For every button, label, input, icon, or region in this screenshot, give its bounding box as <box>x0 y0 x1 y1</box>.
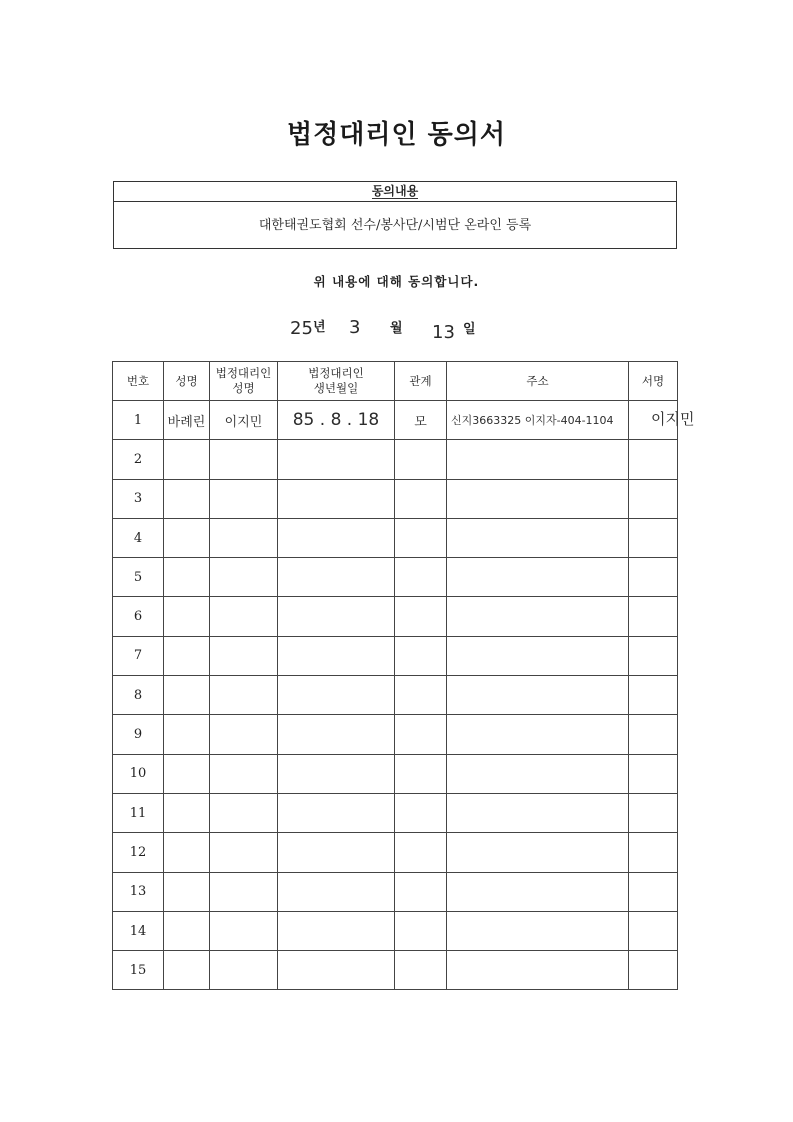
signature-cell[interactable] <box>629 479 678 518</box>
guardian-name-cell[interactable] <box>210 676 278 715</box>
guardian-birth-cell[interactable] <box>278 676 395 715</box>
address-cell[interactable] <box>447 636 629 675</box>
address-cell[interactable] <box>447 793 629 832</box>
signature-cell[interactable] <box>629 597 678 636</box>
table-row <box>113 636 678 675</box>
signature-cell[interactable] <box>629 636 678 675</box>
signature-cell[interactable] <box>629 911 678 950</box>
date-year[interactable]: 25 <box>290 318 313 339</box>
table-row <box>113 676 678 715</box>
table-row <box>113 715 678 754</box>
address-cell[interactable] <box>447 911 629 950</box>
relation-cell[interactable] <box>395 951 447 990</box>
table-row <box>113 440 678 479</box>
relation-cell[interactable] <box>395 636 447 675</box>
header-name: 성명 <box>164 362 210 401</box>
document-title: 법정대리인 동의서 <box>287 120 506 150</box>
name-cell[interactable] <box>164 558 210 597</box>
relation-cell[interactable] <box>395 479 447 518</box>
address-cell[interactable] <box>447 833 629 872</box>
name-cell[interactable] <box>164 636 210 675</box>
address-cell[interactable] <box>447 676 629 715</box>
guardian-birth-cell[interactable] <box>278 440 395 479</box>
signature-cell[interactable] <box>629 440 678 479</box>
name-cell[interactable] <box>164 793 210 832</box>
header-guardian-birth: 법정대리인 생년월일 <box>278 362 395 401</box>
consent-content: 대한태권도협회 선수/봉사단/시범단 온라인 등록 <box>258 218 532 233</box>
relation-cell[interactable]: 모 <box>395 401 447 440</box>
row-number: 15 <box>113 951 164 990</box>
address-cell[interactable] <box>447 872 629 911</box>
guardian-name-cell[interactable] <box>210 833 278 872</box>
row-number: 11 <box>113 793 164 832</box>
guardian-birth-cell[interactable] <box>278 479 395 518</box>
relation-cell[interactable] <box>395 676 447 715</box>
row-number: 13 <box>113 872 164 911</box>
date-month[interactable]: 3 <box>349 317 361 338</box>
guardian-name-cell[interactable] <box>210 754 278 793</box>
header-guardian-name: 법정대리인 성명 <box>210 362 278 401</box>
guardian-birth-cell[interactable] <box>278 911 395 950</box>
table-header-row <box>113 362 678 401</box>
row-number: 6 <box>113 597 164 636</box>
guardian-name-cell[interactable] <box>210 793 278 832</box>
relation-cell[interactable] <box>395 911 447 950</box>
guardian-birth-cell[interactable] <box>278 872 395 911</box>
row-number: 5 <box>113 558 164 597</box>
row-number: 10 <box>113 754 164 793</box>
relation-cell[interactable] <box>395 833 447 872</box>
guardian-name-cell[interactable] <box>210 518 278 557</box>
date-day[interactable]: 13 <box>432 322 455 343</box>
guardian-name-cell[interactable] <box>210 597 278 636</box>
guardian-name-cell[interactable] <box>210 636 278 675</box>
row-number: 1 <box>113 401 164 440</box>
relation-cell[interactable] <box>395 597 447 636</box>
signature-cell[interactable] <box>629 558 678 597</box>
row-number: 12 <box>113 833 164 872</box>
name-cell[interactable] <box>164 951 210 990</box>
name-cell[interactable] <box>164 676 210 715</box>
table-row <box>113 793 678 832</box>
address-cell[interactable] <box>447 440 629 479</box>
signature-cell[interactable] <box>629 793 678 832</box>
header-relation: 관계 <box>395 362 447 401</box>
header-no: 번호 <box>113 362 164 401</box>
name-cell[interactable] <box>164 479 210 518</box>
row-number: 7 <box>113 636 164 675</box>
consent-box <box>113 181 677 249</box>
address-cell[interactable] <box>447 558 629 597</box>
guardian-name-cell[interactable] <box>210 558 278 597</box>
table-row <box>113 911 678 950</box>
relation-cell[interactable] <box>395 872 447 911</box>
address-cell[interactable] <box>447 479 629 518</box>
date-month-label: 월 <box>390 321 403 336</box>
signature-cell[interactable] <box>629 951 678 990</box>
signature-cell[interactable] <box>629 754 678 793</box>
handwritten-signature: 이지민 <box>651 410 695 429</box>
name-cell[interactable] <box>164 754 210 793</box>
address-cell[interactable] <box>447 715 629 754</box>
signature-cell[interactable] <box>629 833 678 872</box>
name-cell[interactable] <box>164 911 210 950</box>
guardian-name-cell[interactable] <box>210 479 278 518</box>
relation-cell[interactable] <box>395 715 447 754</box>
date-year-label: 년 <box>313 320 326 335</box>
guardian-birth-cell[interactable]: 85 . 8 . 18 <box>278 401 395 440</box>
signature-cell[interactable] <box>629 676 678 715</box>
guardian-birth-cell[interactable] <box>278 558 395 597</box>
row-number: 9 <box>113 715 164 754</box>
guardian-birth-cell[interactable] <box>278 715 395 754</box>
guardian-birth-cell[interactable] <box>278 518 395 557</box>
row-number: 4 <box>113 518 164 557</box>
name-cell[interactable] <box>164 833 210 872</box>
address-cell[interactable]: 신지3663325 이지자-404-1104 <box>447 401 629 440</box>
guardian-birth-cell[interactable] <box>278 833 395 872</box>
guardian-birth-cell[interactable] <box>278 754 395 793</box>
address-cell[interactable] <box>447 518 629 557</box>
name-cell[interactable] <box>164 440 210 479</box>
guardian-birth-cell[interactable] <box>278 793 395 832</box>
table-row <box>113 479 678 518</box>
date-row <box>0 314 793 344</box>
name-cell[interactable] <box>164 715 210 754</box>
guardian-birth-cell[interactable] <box>278 636 395 675</box>
row-number: 8 <box>113 676 164 715</box>
relation-cell[interactable] <box>395 518 447 557</box>
row-number: 2 <box>113 440 164 479</box>
guardian-table <box>112 361 695 990</box>
relation-cell[interactable] <box>395 754 447 793</box>
guardian-name-cell[interactable]: 이지민 <box>210 401 278 440</box>
table-row <box>113 833 678 872</box>
address-cell[interactable] <box>447 597 629 636</box>
table-row <box>113 518 678 557</box>
relation-cell[interactable] <box>395 793 447 832</box>
table-row <box>113 951 678 990</box>
guardian-name-cell[interactable] <box>210 715 278 754</box>
table-row <box>113 558 678 597</box>
guardian-name-cell[interactable] <box>210 951 278 990</box>
signature-cell[interactable] <box>629 401 695 440</box>
name-cell[interactable]: 바례린 <box>164 401 210 440</box>
table-row <box>113 754 678 793</box>
address-cell[interactable] <box>447 951 629 990</box>
table-row <box>113 597 678 636</box>
signature-cell[interactable] <box>629 715 678 754</box>
guardian-name-cell[interactable] <box>210 911 278 950</box>
table-row <box>113 872 678 911</box>
consent-heading: 동의내용 <box>114 182 676 202</box>
name-cell[interactable] <box>164 518 210 557</box>
agree-statement: 위 내용에 대해 동의합니다. <box>313 274 480 289</box>
name-cell[interactable] <box>164 597 210 636</box>
header-address: 주소 <box>447 362 629 401</box>
signature-cell[interactable] <box>629 518 678 557</box>
relation-cell[interactable] <box>395 440 447 479</box>
table-row <box>113 401 678 440</box>
signature-cell[interactable] <box>629 872 678 911</box>
relation-cell[interactable] <box>395 558 447 597</box>
date-day-label: 일 <box>463 322 476 337</box>
name-cell[interactable] <box>164 872 210 911</box>
guardian-birth-cell[interactable] <box>278 597 395 636</box>
row-number: 14 <box>113 911 164 950</box>
guardian-birth-cell[interactable] <box>278 951 395 990</box>
row-number: 3 <box>113 479 164 518</box>
address-cell[interactable] <box>447 754 629 793</box>
guardian-name-cell[interactable] <box>210 440 278 479</box>
header-signature: 서명 <box>629 362 678 401</box>
guardian-name-cell[interactable] <box>210 872 278 911</box>
